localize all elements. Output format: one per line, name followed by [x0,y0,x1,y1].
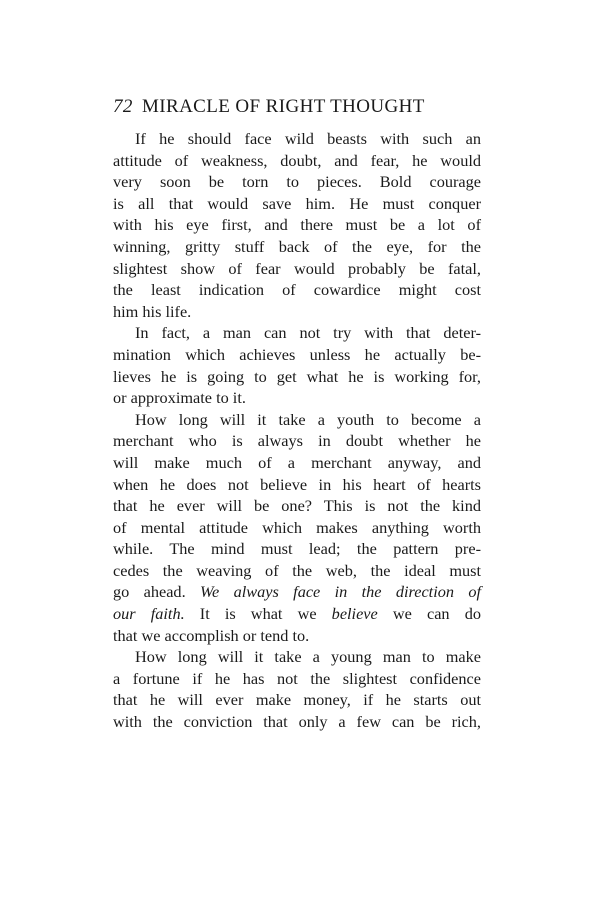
text-line [113,171,481,193]
text-line [113,301,481,323]
text-run: mination which achieves unless he actually be- [113,344,481,364]
text-run: that we accomplish or tend to. [113,625,310,645]
text-run: slightest show of fear would probably be fatal, [113,258,481,278]
text-line [113,474,481,496]
text-line [113,128,481,150]
text-run: How long will it take a youth to become a [135,409,481,429]
italic-text: our faith. [113,604,185,624]
text-run: very soon be torn to pieces. Bold courage [113,172,481,192]
text-line [113,668,481,690]
text-line [113,150,481,172]
text-line [113,258,481,280]
text-line [113,387,481,409]
paragraph [113,646,481,732]
text-run: the least indication of cowardice might cost [113,280,481,300]
text-line [113,409,481,431]
text-line [113,344,481,366]
text-line [113,560,481,582]
running-header [113,94,481,120]
text-run: when he does not believe in his heart of hearts [113,474,481,494]
text-run: him his life. [113,301,192,321]
text-line [113,236,481,258]
text-run: we can do [377,604,481,624]
text-line [113,214,481,236]
text-run: that he will ever make money, if he starts out [113,690,481,710]
body-text [113,128,481,733]
text-run: of mental attitude which makes anything worth [113,517,481,537]
text-line [113,430,481,452]
text-run: attitude of weakness, doubt, and fear, he would [113,150,481,170]
text-run: with his eye first, and there must be a lot of [113,215,481,235]
text-line [113,646,481,668]
text-run: merchant who is always in doubt whether he [113,431,481,451]
text-line [113,452,481,474]
text-run: winning, gritty stuff back of the eye, for the [113,236,481,256]
text-run: that he ever will be one? This is not the kind [113,496,481,516]
text-line [113,366,481,388]
text-run: with the conviction that only a few can be rich, [113,712,481,732]
text-run: How long will it take a young man to make [135,647,481,667]
text-line [113,193,481,215]
text-line [113,495,481,517]
italic-text: believe [331,604,378,624]
text-line [113,279,481,301]
paragraph [113,128,481,322]
paragraph [113,322,481,408]
text-line [113,517,481,539]
text-run: cedes the weaving of the web, the ideal must [113,560,481,580]
text-run: a fortune if he has not the slightest confidence [113,668,481,688]
text-run: while. The mind must lead; the pattern pre- [113,539,481,559]
text-run: or approximate to it. [113,388,246,408]
italic-text: We always face in the direction of [199,582,481,602]
text-line [113,711,481,733]
text-run: It is what we [184,604,332,624]
text-line [113,689,481,711]
text-line [113,581,481,603]
text-run: is all that would save him. He must conquer [113,193,481,213]
page-number: 72 [113,96,133,117]
book-page [113,94,481,733]
text-line [113,603,481,625]
text-run: go ahead. [113,582,200,602]
text-run: will make much of a merchant anyway, and [113,452,481,472]
text-line [113,322,481,344]
running-title: MIRACLE OF RIGHT THOUGHT [141,96,425,117]
text-line [113,625,481,647]
text-run: lieves he is going to get what he is working for, [113,366,481,386]
text-run: In fact, a man can not try with that deter- [135,323,481,343]
text-run: If he should face wild beasts with such an [135,129,481,148]
text-line [113,538,481,560]
paragraph [113,409,481,647]
